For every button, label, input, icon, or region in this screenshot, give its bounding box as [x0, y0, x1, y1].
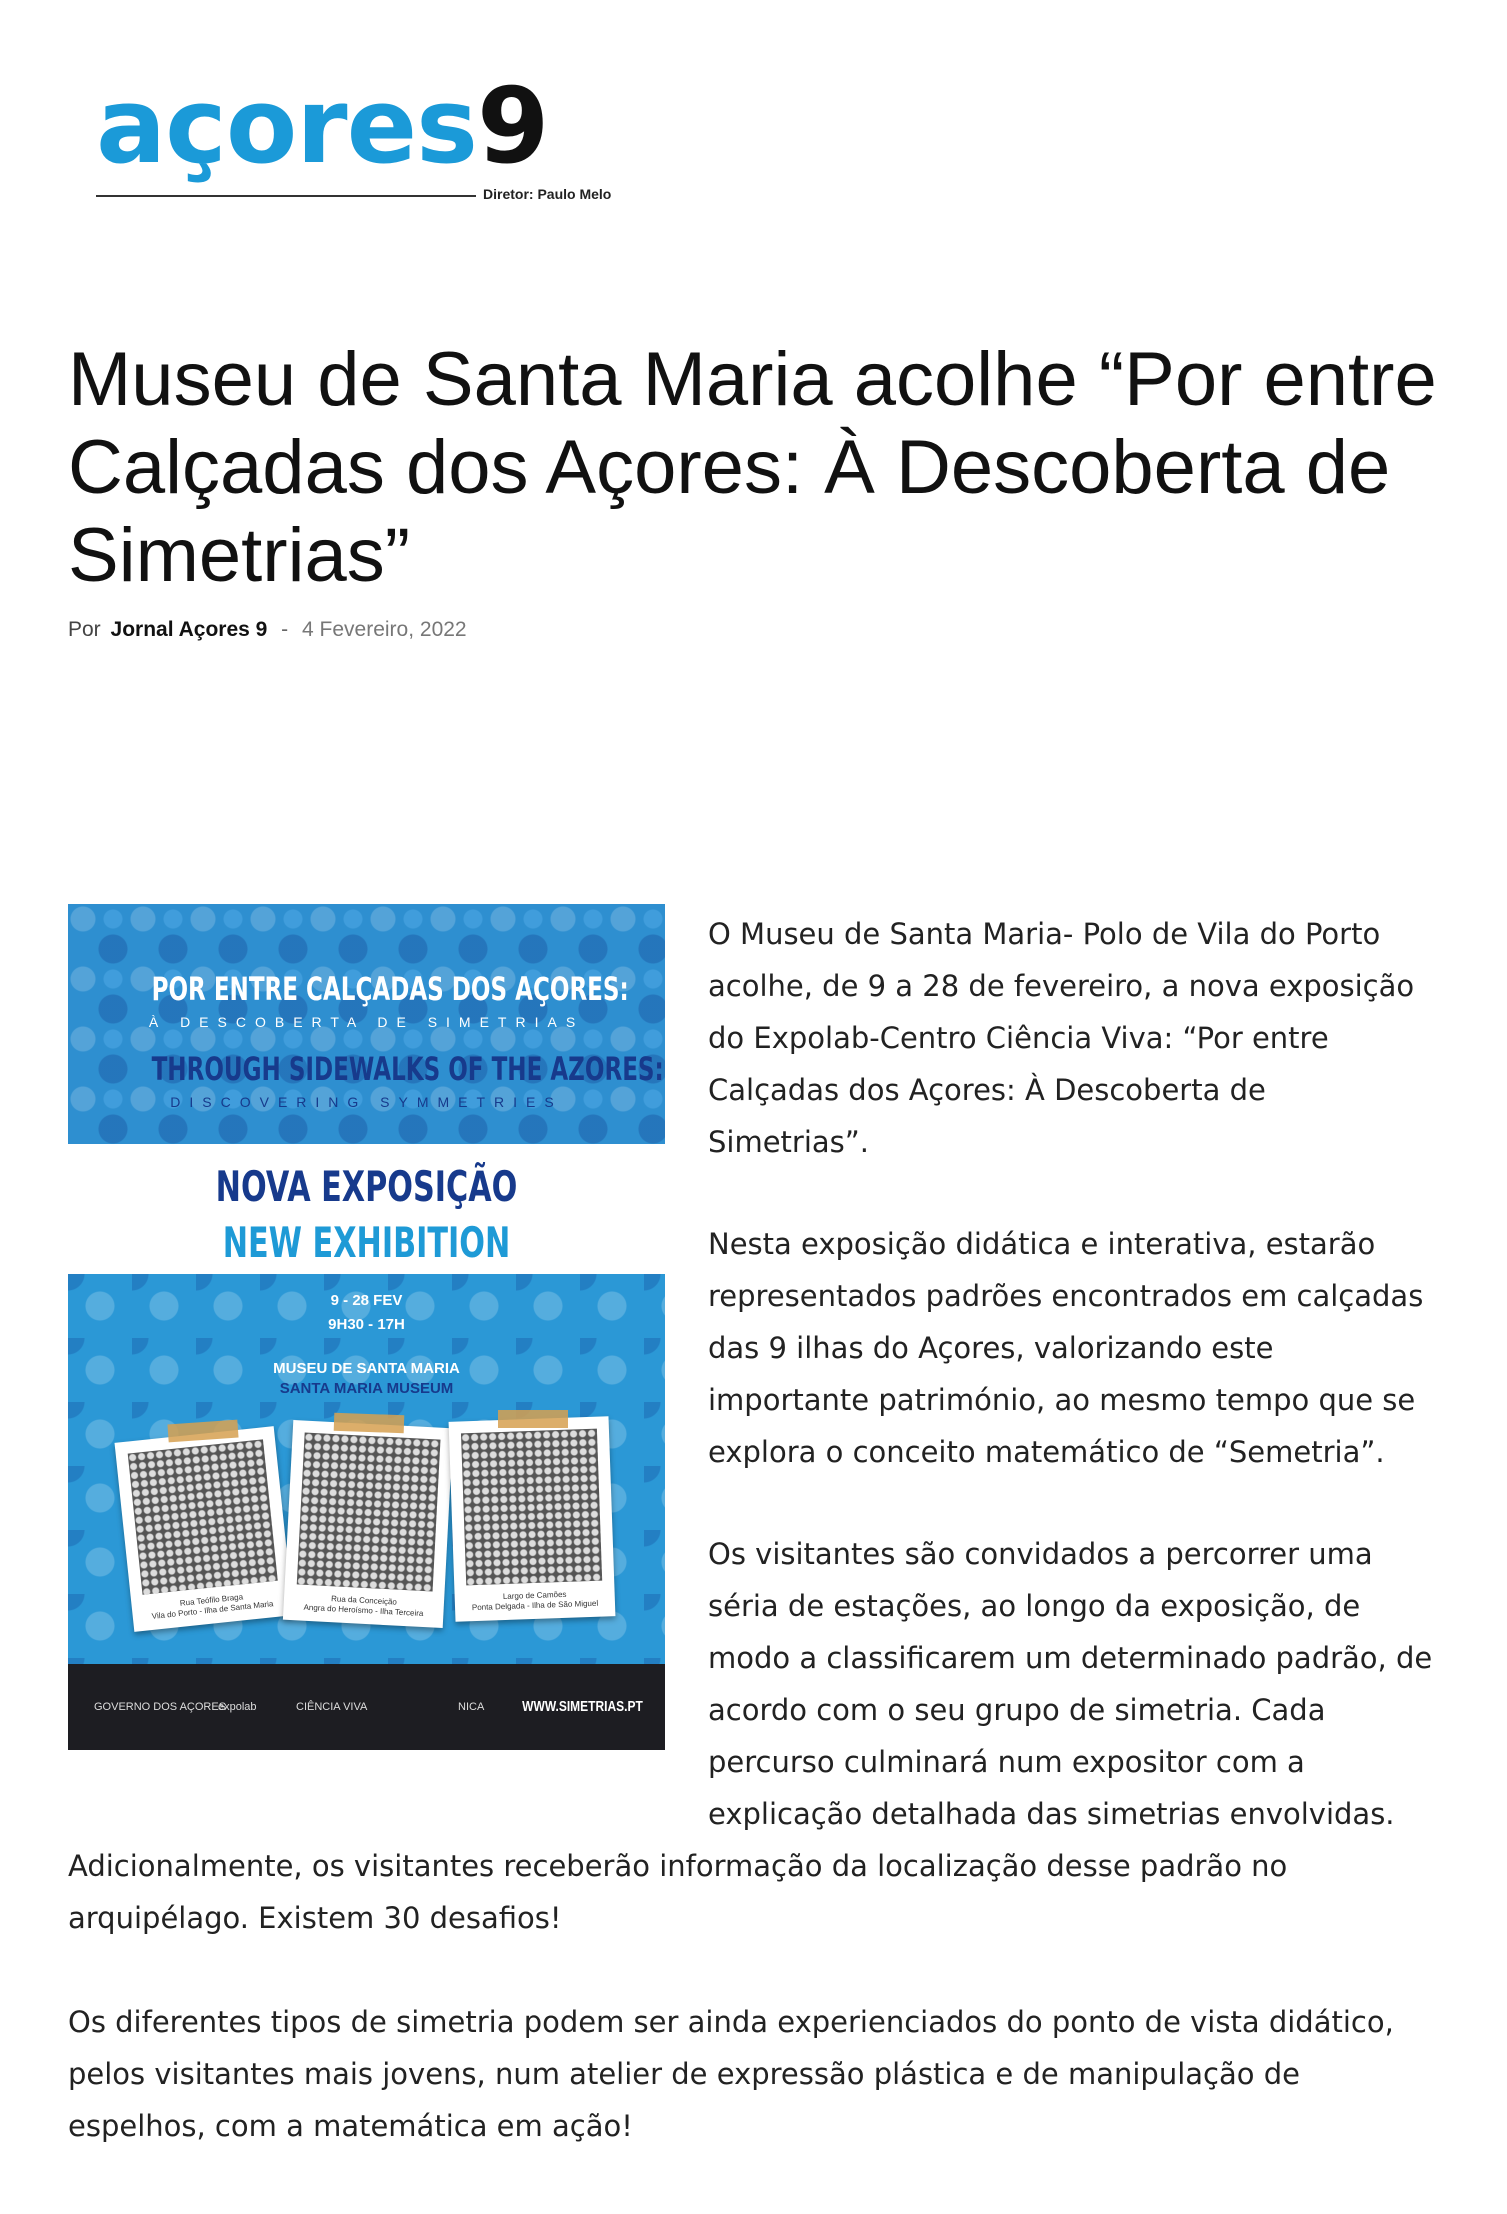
- logo-rule: [96, 195, 476, 197]
- poster-new-exhibition: NEW EXHIBITION: [222, 1218, 511, 1267]
- p1-line: do Expolab-Centro Ciência Viva: “Por entre: [708, 1021, 1329, 1055]
- poster-title-pt: POR ENTRE CALÇADAS DOS AÇORES:: [151, 970, 629, 1008]
- tape-3: [498, 1410, 568, 1428]
- photo-caption-3: Largo de Camões Ponta Delgada - Ilha de São Miguel: [471, 1589, 599, 1613]
- p3-line: explicação detalhada das simetrias envolvidas.: [708, 1797, 1395, 1831]
- poster-subtitle-pt: À DESCOBERTA DE SIMETRIAS: [148, 1014, 585, 1030]
- cobblestone-photo-3: [461, 1429, 602, 1586]
- exhibition-poster[interactable]: [68, 904, 665, 1750]
- author-link[interactable]: Jornal Açores 9: [110, 618, 268, 641]
- poster-museum-en: SANTA MARIA MUSEUM: [279, 1380, 454, 1397]
- p3-full-line: arquipélago. Existem 30 desafios!: [68, 1901, 562, 1935]
- poster-photo-2: [283, 1420, 453, 1628]
- p2-line: das 9 ilhas do Açores, valorizando este: [708, 1331, 1274, 1365]
- logo-number: 9: [477, 65, 549, 187]
- site-logo[interactable]: [96, 65, 656, 204]
- p3-line: acordo com o seu grupo de simetria. Cada: [708, 1693, 1326, 1727]
- p2-line: explora o conceito matemático de “Semetria”.: [708, 1435, 1385, 1469]
- poster-photo-1: [115, 1426, 294, 1632]
- paragraph-3-continued: [68, 1840, 1287, 1944]
- poster-photo-3: [449, 1416, 616, 1621]
- poster-title-en: THROUGH SIDEWALKS OF THE AZORES:: [151, 1050, 664, 1088]
- byline-prefix: Por: [68, 618, 101, 641]
- p1-line: acolhe, de 9 a 28 de fevereiro, a nova exposição: [708, 969, 1415, 1003]
- sponsor-expolab: expolab: [218, 1701, 257, 1713]
- poster-sponsor-bar: [68, 1664, 665, 1750]
- sponsor-ciencia-viva: CIÊNCIA VIVA: [296, 1701, 368, 1713]
- paragraph-2: [708, 1218, 1423, 1478]
- p2-line: representados padrões encontrados em calçadas: [708, 1279, 1424, 1313]
- p3-line: percurso culminará num expositor com a: [708, 1745, 1305, 1779]
- p1-line: Simetrias”.: [708, 1125, 870, 1159]
- cobblestone-photo-1: [128, 1439, 278, 1594]
- poster-bottom-band: [68, 1274, 665, 1664]
- p2-line: Nesta exposição didática e interativa, estarão: [708, 1227, 1376, 1261]
- poster-dates: 9 - 28 FEV: [330, 1292, 403, 1309]
- logo-main-text: açores: [96, 65, 478, 187]
- poster-subtitle-en: DISCOVERING SYMMETRIES: [170, 1094, 563, 1110]
- sponsor-governo: GOVERNO DOS AÇORES: [94, 1701, 227, 1713]
- sponsor-nica: NICA: [458, 1701, 485, 1713]
- cobblestone-photo-2: [297, 1433, 441, 1592]
- p2-line: importante património, ao mesmo tempo que se: [708, 1383, 1416, 1417]
- photo-caption-2: Rua da Conceição Angra do Heroísmo - Ilha Terceira: [303, 1594, 424, 1619]
- poster-museum-pt: MUSEU DE SANTA MARIA: [273, 1360, 460, 1377]
- article-title: Museu de Santa Maria acolhe “Por entre Calçadas dos Açores: À Descoberta de Simetrias”: [68, 337, 1437, 598]
- p4-line: espelhos, com a matemática em ação!: [68, 2109, 633, 2143]
- byline: [68, 618, 467, 642]
- p3-full-line: Adicionalmente, os visitantes receberão informação da localização desse padrão no: [68, 1849, 1288, 1883]
- poster-nova-exposicao: NOVA EXPOSIÇÃO: [215, 1162, 518, 1211]
- poster-website: WWW.SIMETRIAS.PT: [522, 1698, 643, 1715]
- p1-line: O Museu de Santa Maria- Polo de Vila do Porto: [708, 917, 1381, 951]
- p4-line: pelos visitantes mais jovens, num atelier de expressão plástica e de manipulação de: [68, 2057, 1300, 2091]
- logo-director: Diretor: Paulo Melo: [483, 186, 612, 202]
- tape-2: [334, 1413, 405, 1433]
- p3-line: Os visitantes são convidados a percorrer uma: [708, 1537, 1373, 1571]
- poster-middle-band: [68, 1144, 665, 1274]
- byline-separator: -: [281, 618, 289, 641]
- p4-line: Os diferentes tipos de simetria podem ser ainda experienciados do ponto de vista didático,: [68, 2005, 1394, 2039]
- poster-hours: 9H30 - 17H: [328, 1316, 405, 1333]
- paragraph-1: [708, 908, 1414, 1168]
- p3-line: séria de estações, ao longo da exposição, de: [708, 1589, 1361, 1623]
- p1-line: Calçadas dos Açores: À Descoberta de: [708, 1073, 1266, 1107]
- publish-date: 4 Fevereiro, 2022: [302, 618, 467, 641]
- logo-wordmark: [96, 65, 549, 187]
- photo-caption-1: Rua Teófilo Braga Vila do Porto - Ilha de Santa Maria: [151, 1592, 274, 1621]
- paragraph-3: [708, 1528, 1432, 1840]
- paragraph-4: [68, 1996, 1394, 2152]
- poster-top-band: [68, 904, 665, 1144]
- p3-line: modo a classificarem um determinado padrão, de: [708, 1641, 1433, 1675]
